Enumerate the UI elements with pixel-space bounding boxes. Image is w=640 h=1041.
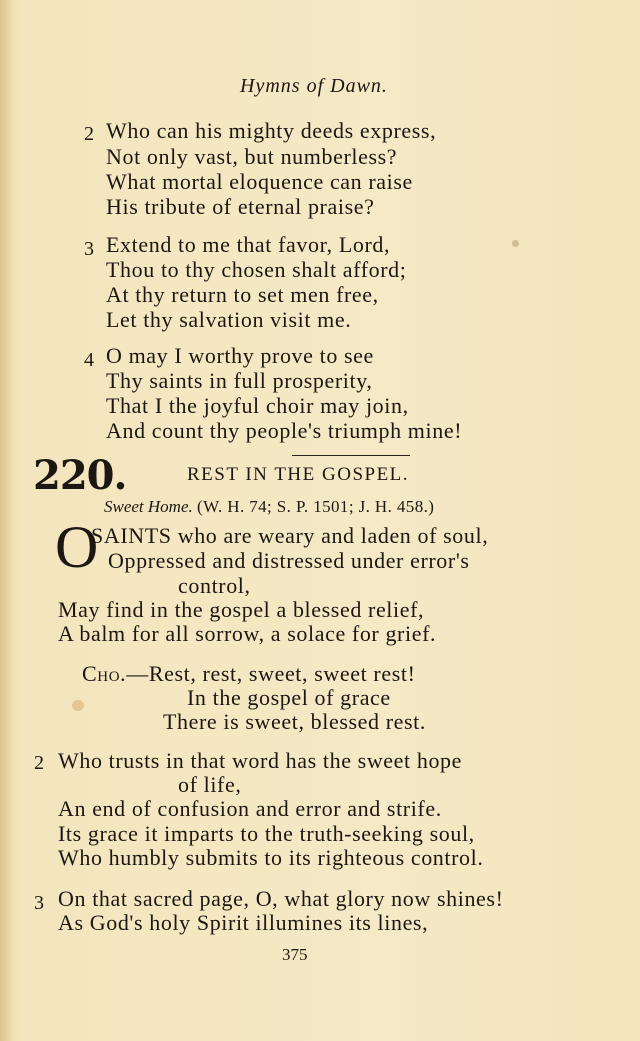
verse-line: Who humbly submits to its righteous control.	[58, 845, 484, 870]
tune-name: Sweet Home.	[104, 497, 193, 516]
verse-line: As God's holy Spirit illumines its lines,	[58, 910, 429, 935]
verse-line: Not only vast, but numberless?	[106, 144, 398, 169]
verse-line: Oppressed and distressed under error's	[108, 548, 470, 573]
chorus-first-line	[82, 661, 416, 687]
verse-line: His tribute of eternal praise?	[106, 194, 375, 219]
verse-line: Who can his mighty deeds express,	[106, 118, 437, 143]
verse-line: SAINTS who are weary and laden of soul,	[91, 523, 489, 548]
verse-number: 3	[34, 892, 44, 914]
verse-number: 2	[34, 752, 44, 774]
verse-line: control,	[178, 573, 251, 598]
tune-line	[104, 497, 434, 517]
verse-line: of life,	[178, 772, 242, 797]
verse-line: And count thy people's triumph mine!	[106, 418, 463, 443]
verse-line: At thy return to set men free,	[106, 282, 379, 307]
verse-line: On that sacred page, O, what glory now shines!	[58, 886, 504, 911]
verse-line: What mortal eloquence can raise	[106, 169, 413, 194]
hymnal-references: (W. H. 74; S. P. 1501; J. H. 458.)	[197, 497, 435, 516]
chorus-label: Cho.	[82, 661, 127, 686]
paper-stain	[512, 240, 519, 247]
running-head: Hymns of Dawn.	[240, 75, 388, 97]
chorus-line: There is sweet, blessed rest.	[163, 709, 426, 734]
verse-line: Its grace it imparts to the truth-seeking soul,	[58, 821, 475, 846]
title-rule	[292, 455, 410, 456]
hymn-number: 220.	[33, 452, 127, 499]
hymn-title: REST IN THE GOSPEL.	[187, 464, 410, 485]
drop-cap: O	[55, 514, 99, 580]
paper-stain	[72, 700, 84, 711]
verse-number: 3	[84, 238, 94, 260]
verse-line: Thy saints in full prosperity,	[106, 368, 373, 393]
verse-line: A balm for all sorrow, a solace for grief.	[58, 621, 437, 646]
chorus-line: In the gospel of grace	[187, 685, 391, 710]
verse-number: 2	[84, 123, 94, 145]
verse-line: O may I worthy prove to see	[106, 343, 374, 368]
verse-line: An end of confusion and error and strife.	[58, 796, 442, 821]
page-number: 375	[282, 945, 308, 964]
verse-number: 4	[84, 349, 94, 371]
verse-line: May find in the gospel a blessed relief,	[58, 597, 425, 622]
spine-shadow	[0, 0, 14, 1041]
verse-line: Who trusts in that word has the sweet hope	[58, 748, 463, 773]
chorus-line: —Rest, rest, sweet, sweet rest!	[126, 661, 416, 686]
verse-line: Thou to thy chosen shalt afford;	[106, 257, 407, 282]
verse-line: Extend to me that favor, Lord,	[106, 232, 391, 257]
verse-line: Let thy salvation visit me.	[106, 307, 352, 332]
verse-line: That I the joyful choir may join,	[106, 393, 409, 418]
